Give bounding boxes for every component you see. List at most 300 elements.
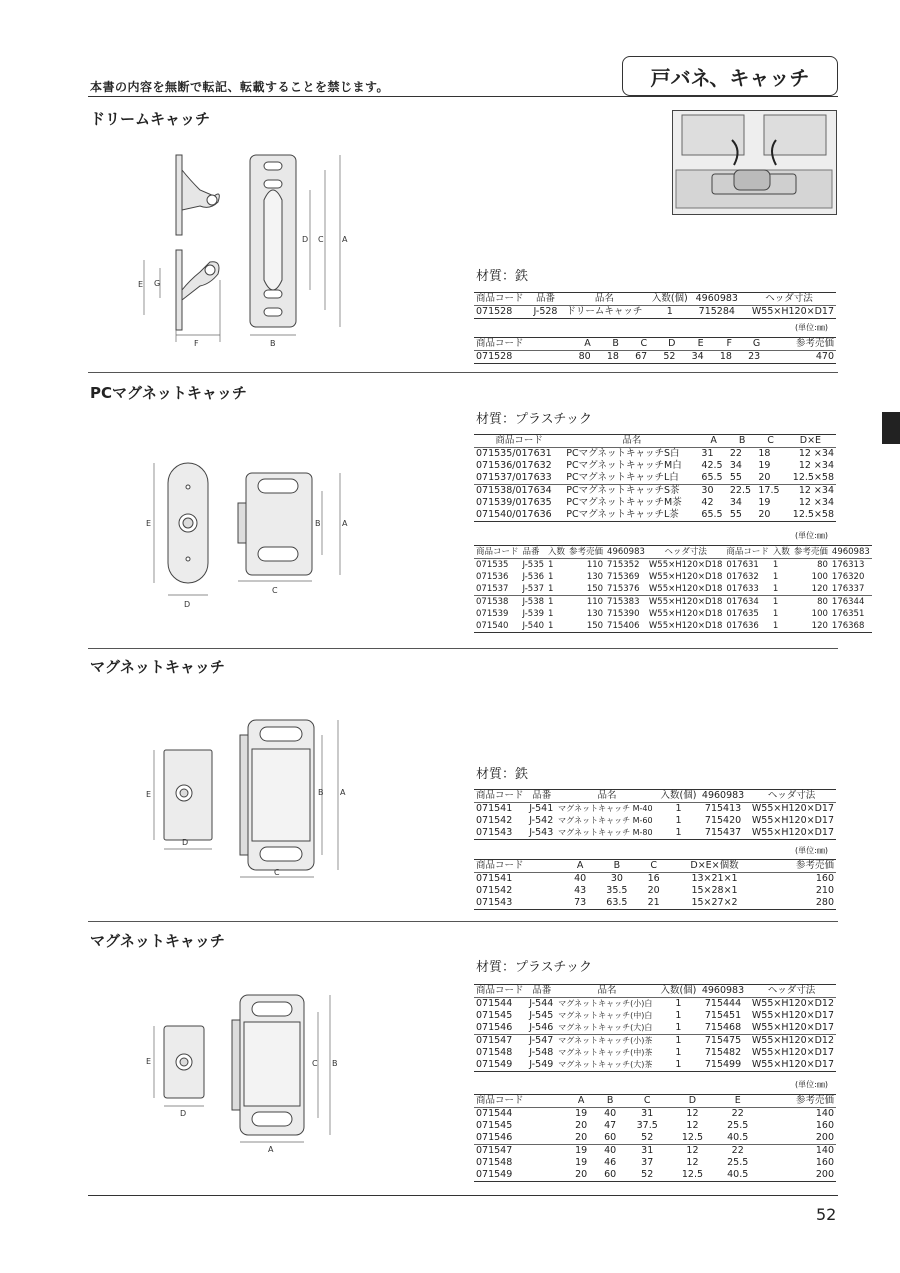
td: 63.5 xyxy=(594,897,639,910)
td: 715406 xyxy=(605,620,647,633)
td: 715482 xyxy=(704,1047,742,1058)
table-row xyxy=(474,351,836,364)
td: 176313 xyxy=(831,560,865,570)
td: 1 xyxy=(658,1059,699,1072)
td: J-545 xyxy=(529,1010,554,1021)
td: 715437 xyxy=(699,827,747,840)
td: 12 xyxy=(670,1145,715,1158)
td: 12 ×34 xyxy=(798,497,834,508)
td: 18 xyxy=(593,351,621,364)
dim-c-label: C xyxy=(312,1059,318,1068)
td: 071536 xyxy=(476,572,509,582)
td: 071540/017636 xyxy=(474,509,564,522)
td: W55×H120×D18 xyxy=(648,560,723,570)
th: D xyxy=(649,338,677,351)
th: 品名 xyxy=(556,790,658,803)
th: 商品コード xyxy=(474,860,566,873)
td: 715352 xyxy=(607,560,640,570)
th: A xyxy=(567,1095,596,1108)
td: マグネットキャッチ(中)茶 xyxy=(558,1048,653,1057)
th: 参考売価 xyxy=(762,338,836,351)
td: 071535 xyxy=(476,560,509,570)
td: 071543 xyxy=(474,827,527,840)
td: 1 xyxy=(675,1047,682,1058)
th: 商品コード xyxy=(474,293,530,306)
table-row xyxy=(474,1022,836,1035)
section-title-dream-catch: ドリームキャッチ xyxy=(90,110,211,128)
td: 071540 xyxy=(474,620,521,633)
usage-illustration xyxy=(672,110,837,215)
th: 商品コード xyxy=(476,547,519,557)
td: J-537 xyxy=(522,584,545,594)
td: 37 xyxy=(641,1157,654,1168)
td: 60 xyxy=(604,1132,617,1143)
td: 20 xyxy=(756,509,784,522)
td: 19 xyxy=(567,1145,596,1158)
th: 4960983 xyxy=(692,293,743,306)
td: 715390 xyxy=(607,609,640,619)
dim-e-label: E xyxy=(146,1057,152,1066)
section-title-pc-magnet-catch: PCマグネットキャッチ xyxy=(90,384,247,402)
td: 120 xyxy=(792,620,830,633)
th: ヘッダ寸法 xyxy=(747,790,836,803)
td: 47 xyxy=(604,1120,617,1131)
td: 1 xyxy=(548,584,554,594)
td: 1 xyxy=(771,596,792,609)
td: 20 xyxy=(758,472,771,483)
td: 071541 xyxy=(476,803,513,814)
dim-d-label: D xyxy=(180,1109,187,1118)
td: 470 xyxy=(762,351,836,364)
td: 20 xyxy=(575,1132,588,1143)
td: J-535 xyxy=(522,560,545,570)
td: 176344 xyxy=(830,596,872,609)
td: 071545 xyxy=(476,1120,513,1131)
th: A xyxy=(699,435,727,448)
td: ドリームキャッチ xyxy=(561,306,648,319)
td: 1 xyxy=(772,584,779,594)
dim-e-label: E xyxy=(146,790,152,799)
table-row xyxy=(474,472,836,485)
th: B xyxy=(596,1095,625,1108)
dim-b-label: B xyxy=(332,1059,338,1068)
header-rule xyxy=(88,96,838,97)
table-row xyxy=(474,571,872,583)
td: マグネットキャッチ(小)茶 xyxy=(556,1035,658,1048)
td: 100 xyxy=(811,572,828,582)
td: 80 xyxy=(564,351,592,364)
section-rule xyxy=(88,921,838,922)
s4-table-2 xyxy=(474,1094,836,1182)
td: 160 xyxy=(815,873,834,884)
td: 1 xyxy=(772,560,779,570)
td: W55×H120×D17 xyxy=(747,1059,836,1072)
s2-table-1 xyxy=(474,434,836,522)
th: 入数(個) xyxy=(658,790,699,803)
td: 071535/017631 xyxy=(476,448,552,459)
td: W55×H120×D12 xyxy=(751,998,834,1009)
td: 20 xyxy=(567,1169,596,1182)
dim-d-label: D xyxy=(184,600,191,609)
td: 017636 xyxy=(724,620,771,633)
table-row xyxy=(474,873,836,886)
dim-c-label: C xyxy=(272,586,278,595)
td: 130 xyxy=(586,572,604,582)
td: PCマグネットキャッチL白 xyxy=(566,472,679,483)
td: 1 xyxy=(772,609,779,619)
table-row xyxy=(474,885,836,897)
th: 品名 xyxy=(556,985,658,998)
table-row xyxy=(474,1157,836,1169)
td: 30 xyxy=(610,873,623,884)
td: 176351 xyxy=(831,609,865,619)
th: 品番 xyxy=(527,790,556,803)
td: 31 xyxy=(701,448,714,459)
td: 60 xyxy=(596,1169,625,1182)
pc-magnet-catch-diagram xyxy=(140,455,370,615)
td: J-548 xyxy=(529,1047,554,1058)
td: W55×H120×D18 xyxy=(648,597,723,607)
th: 商品コード xyxy=(474,1095,567,1108)
td: J-538 xyxy=(522,597,545,607)
td: 55 xyxy=(728,509,756,522)
td: 715284 xyxy=(692,306,743,319)
td: 1 xyxy=(772,572,779,582)
th: A xyxy=(564,338,592,351)
th: G xyxy=(734,338,762,351)
th: 品番 xyxy=(527,985,556,998)
td: W55×H120×D18 xyxy=(648,609,723,619)
td: 071541 xyxy=(476,873,513,884)
td: 071538/017634 xyxy=(474,485,564,498)
dim-d-label: D xyxy=(182,838,189,847)
td: W55×H120×D17 xyxy=(751,1047,834,1058)
td: 1 xyxy=(648,306,692,319)
td: 40.5 xyxy=(715,1169,760,1182)
td: 715444 xyxy=(704,998,742,1009)
td: 071548 xyxy=(476,1047,513,1058)
dim-f-label: F xyxy=(194,339,199,348)
section-title-magnet-catch-steel: マグネットキャッチ xyxy=(90,658,225,676)
td: 071537 xyxy=(476,584,509,594)
table-row xyxy=(474,1010,836,1022)
th: 参考売価 xyxy=(761,860,836,873)
dim-a-label: A xyxy=(342,519,348,528)
dim-e-label: E xyxy=(146,519,152,528)
td: J-544 xyxy=(529,998,554,1009)
td: 19 xyxy=(575,1157,588,1168)
category-title: 戸バネ、キャッチ xyxy=(622,56,838,96)
s2-material: 材質：プラスチック xyxy=(476,412,592,427)
table-row xyxy=(474,583,872,596)
s3-table-1 xyxy=(474,789,836,840)
td: 12.5×58 xyxy=(792,472,834,483)
dim-e-label: E xyxy=(138,280,144,289)
th: 参考売価 xyxy=(569,547,604,557)
td: 715475 xyxy=(699,1035,747,1048)
td: 80 xyxy=(792,596,830,609)
td: 210 xyxy=(815,885,834,896)
td: 715499 xyxy=(699,1059,747,1072)
td: 017632 xyxy=(726,572,759,582)
td: 42 xyxy=(701,497,714,508)
td: 34 xyxy=(729,497,742,508)
dim-d-label: D xyxy=(302,235,309,244)
th: 商品コード xyxy=(726,547,769,557)
s3-material: 材質：鉄 xyxy=(476,767,529,782)
td: 071547 xyxy=(474,1145,567,1158)
td: 071528 xyxy=(474,306,530,319)
td: 23 xyxy=(734,351,762,364)
th: 4960983 xyxy=(699,985,747,998)
td: 071528 xyxy=(474,351,564,364)
td: 46 xyxy=(604,1157,617,1168)
td: 071548 xyxy=(476,1157,513,1168)
td: 100 xyxy=(811,609,828,619)
table-row xyxy=(474,620,872,633)
th: 参考売価 xyxy=(760,1095,836,1108)
td: J-547 xyxy=(527,1035,556,1048)
td: J-543 xyxy=(527,827,556,840)
th: F xyxy=(706,338,734,351)
td: W55×H120×D17 xyxy=(742,306,836,319)
td: 1 xyxy=(658,827,699,840)
td: 55 xyxy=(729,472,742,483)
td: 12.5 xyxy=(681,1132,704,1143)
td: 20 xyxy=(575,1120,588,1131)
table-row xyxy=(474,596,872,609)
dim-c-label: C xyxy=(318,235,324,244)
section-rule xyxy=(88,648,838,649)
table-row xyxy=(474,1132,836,1145)
td: 071549 xyxy=(474,1169,567,1182)
td: 176368 xyxy=(830,620,872,633)
td: 12 ×34 xyxy=(798,448,834,459)
s4-unit: (単位:㎜) xyxy=(795,1080,828,1089)
table-row xyxy=(474,306,836,319)
td: 12 xyxy=(686,1108,699,1119)
td: 34 xyxy=(677,351,705,364)
th: 4960983 xyxy=(607,547,645,557)
th: C xyxy=(621,338,649,351)
td: 1 xyxy=(546,596,567,609)
dim-a-label: A xyxy=(340,788,346,797)
td: 12.5×58 xyxy=(785,509,836,522)
copyright-notice: 本書の内容を無断で転記、転載することを禁じます。 xyxy=(90,80,390,94)
s2-unit: (単位:㎜) xyxy=(795,531,828,540)
th: 入数 xyxy=(548,547,566,557)
th: D×E xyxy=(785,435,836,448)
th: 入数 xyxy=(772,547,790,557)
td: 22 xyxy=(715,1145,760,1158)
td: 19 xyxy=(758,460,771,471)
page-number: 52 xyxy=(816,1205,837,1224)
td: 071542 xyxy=(476,815,513,826)
td: 12 ×34 xyxy=(798,460,834,471)
td: 071536/017632 xyxy=(476,460,552,471)
s1-unit: (単位:㎜) xyxy=(795,323,828,332)
s1-table-2 xyxy=(474,337,836,364)
td: 52 xyxy=(649,351,677,364)
td: 18 xyxy=(758,448,771,459)
td: 16 xyxy=(647,873,660,884)
table-row xyxy=(474,608,872,620)
th: B xyxy=(594,860,639,873)
dim-g-label: G xyxy=(154,279,161,288)
td: 31 xyxy=(641,1108,654,1119)
td: W55×H120×D17 xyxy=(751,815,834,826)
td: 715383 xyxy=(605,596,647,609)
td: 1 xyxy=(546,620,567,633)
td: 1 xyxy=(658,1035,699,1048)
td: 40 xyxy=(596,1145,625,1158)
td: 1 xyxy=(675,998,682,1009)
td: 715413 xyxy=(704,803,742,814)
index-tab xyxy=(882,412,900,444)
td: 25.5 xyxy=(727,1157,749,1168)
td: 150 xyxy=(567,620,605,633)
dim-b-label: B xyxy=(315,519,321,528)
td: 017633 xyxy=(726,584,759,594)
s2-table-2 xyxy=(474,545,872,633)
td: 35.5 xyxy=(606,885,628,896)
magnet-catch-plastic-diagram xyxy=(140,990,370,1160)
td: 19 xyxy=(758,497,771,508)
td: 130 xyxy=(586,609,604,619)
td: 52 xyxy=(625,1169,670,1182)
td: PCマグネットキャッチM茶 xyxy=(566,497,682,508)
td: 37.5 xyxy=(636,1120,658,1131)
th: D xyxy=(670,1095,715,1108)
td: 071538 xyxy=(474,596,521,609)
td: 18 xyxy=(706,351,734,364)
td: 715451 xyxy=(704,1010,742,1021)
td: 715369 xyxy=(607,572,640,582)
td: 200 xyxy=(760,1169,836,1182)
td: 21 xyxy=(639,897,668,910)
td: 31 xyxy=(625,1145,670,1158)
td: 1 xyxy=(675,1022,682,1033)
table-row xyxy=(474,509,836,522)
td: 52 xyxy=(641,1132,654,1143)
td: PCマグネットキャッチS白 xyxy=(566,448,680,459)
td: 22 xyxy=(729,448,742,459)
table-row xyxy=(474,1120,836,1132)
td: 73 xyxy=(566,897,595,910)
table-row xyxy=(474,485,836,498)
td: 280 xyxy=(761,897,836,910)
td: 071537/017633 xyxy=(476,472,552,483)
td: 43 xyxy=(574,885,587,896)
td: J-536 xyxy=(522,572,545,582)
td: 071546 xyxy=(476,1132,513,1143)
td: 65.5 xyxy=(699,509,727,522)
table-row xyxy=(474,1145,836,1158)
td: W55×H120×D18 xyxy=(648,572,723,582)
td: 176320 xyxy=(831,572,865,582)
th: 商品コード xyxy=(474,338,564,351)
td: 071546 xyxy=(476,1022,513,1033)
th: 品番 xyxy=(530,293,561,306)
td: 1 xyxy=(771,620,792,633)
s1-material: 材質：鉄 xyxy=(476,269,529,284)
td: 12 xyxy=(686,1157,699,1168)
td: マグネットキャッチ M-80 xyxy=(556,827,658,840)
td: 1 xyxy=(548,560,554,570)
th: 参考売価 xyxy=(793,547,828,557)
dim-b-label: B xyxy=(270,339,276,348)
th: 商品コード xyxy=(474,790,527,803)
th: C xyxy=(639,860,668,873)
th: 商品コード xyxy=(474,435,564,448)
td: マグネットキャッチ(大)茶 xyxy=(556,1059,658,1072)
th: D×E×個数 xyxy=(668,860,761,873)
td: 071544 xyxy=(476,998,513,1009)
td: 12 ×34 xyxy=(785,485,836,498)
td: W55×H120×D17 xyxy=(751,803,834,814)
td: 19 xyxy=(575,1108,588,1119)
td: 017635 xyxy=(726,609,759,619)
td: 120 xyxy=(811,584,828,594)
td: J-540 xyxy=(522,621,545,631)
td: マグネットキャッチ M-40 xyxy=(558,804,653,813)
td: 25.5 xyxy=(727,1120,749,1131)
magnet-catch-steel-diagram xyxy=(140,715,370,885)
section-rule xyxy=(88,372,838,373)
td: W55×H120×D12 xyxy=(747,1035,836,1048)
td: 40 xyxy=(574,873,587,884)
td: 110 xyxy=(586,560,604,570)
td: 160 xyxy=(815,1120,834,1131)
table-row xyxy=(474,897,836,910)
s4-material: 材質：プラスチック xyxy=(476,960,592,975)
table-row xyxy=(474,1047,836,1059)
td: 715468 xyxy=(704,1022,742,1033)
td: PCマグネットキャッチL茶 xyxy=(564,509,699,522)
td: 22.5 xyxy=(728,485,756,498)
table-row xyxy=(474,559,872,572)
table-row xyxy=(474,460,836,472)
td: 071539 xyxy=(476,609,509,619)
dream-catch-diagram xyxy=(130,150,360,350)
th: B xyxy=(728,435,756,448)
td: J-546 xyxy=(529,1022,554,1033)
th: ヘッダ寸法 xyxy=(742,293,836,306)
td: 30 xyxy=(699,485,727,498)
th: E xyxy=(677,338,705,351)
td: マグネットキャッチ M-60 xyxy=(558,816,653,825)
td: 12.5 xyxy=(670,1169,715,1182)
dim-b-label: B xyxy=(318,788,324,797)
td: 071539/017635 xyxy=(476,497,552,508)
td: 1 xyxy=(548,572,554,582)
th: A xyxy=(566,860,595,873)
td: 65.5 xyxy=(701,472,723,483)
th: 品番 xyxy=(521,546,547,559)
td: 1 xyxy=(675,1010,682,1021)
td: 22 xyxy=(731,1108,744,1119)
th: C xyxy=(756,435,784,448)
th: C xyxy=(625,1095,670,1108)
td: 42.5 xyxy=(701,460,723,471)
td: 15×27×2 xyxy=(668,897,761,910)
td: PCマグネットキャッチM白 xyxy=(566,460,682,471)
td: 071542 xyxy=(476,885,513,896)
footer-rule xyxy=(88,1195,838,1196)
th: 入数(個) xyxy=(648,293,692,306)
td: 150 xyxy=(586,584,604,594)
th: 品名 xyxy=(561,293,648,306)
